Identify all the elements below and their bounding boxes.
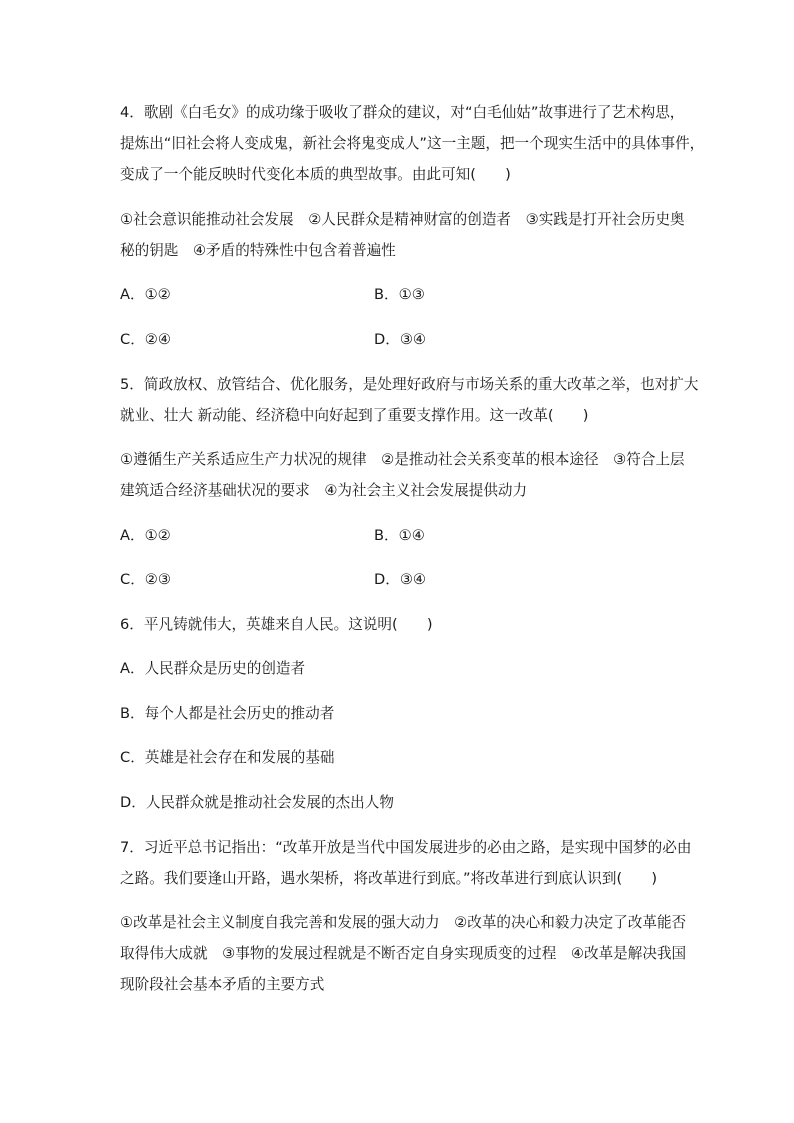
question-7-stem-line-1: 7．习近平总书记指出：“改革开放是当代中国发展进步的必由之路，是实现中国梦的必由 [120,839,692,856]
question-6-option-b[interactable]: B．每个人都是社会历史的推动者 [120,705,335,722]
question-5-stem-line-1: 5．简政放权、放管结合、优化服务，是处理好政府与市场关系的重大改革之举，也对扩大 [120,376,699,393]
question-6-option-d[interactable]: D．人民群众就是推动社会发展的杰出人物 [120,794,394,811]
question-4-statement-line-2: 秘的钥匙 ④矛盾的特殊性中包含着普遍性 [120,242,396,259]
question-7-statement-line-2: 取得伟大成就 ③事物的发展过程就是不断否定自身实现质变的过程 ④改革是解决我国 [120,945,687,962]
question-5-statement-line-2: 建筑适合经济基础状况的要求 ④为社会主义社会发展提供动力 [120,482,528,499]
question-4-option-d[interactable]: D．③④ [374,331,426,348]
question-6-stem-line-1: 6．平凡铸就伟大，英雄来自人民。这说明( ) [120,616,433,633]
question-4-option-a[interactable]: A．①② [120,286,171,303]
question-4-stem-line-2: 提炼出“旧社会将人变成鬼，新社会将鬼变成人”这一主题，把一个现实生活中的具体事件， [120,135,705,152]
question-7-stem-line-2: 之路。我们要逢山开路，遇水架桥，将改革进行到底。”将改革进行到底认识到( ) [120,870,658,887]
question-4-option-b[interactable]: B．①③ [374,286,425,303]
question-4-option-c[interactable]: C．②④ [120,331,171,348]
question-5-option-b[interactable]: B．①④ [374,527,425,544]
question-7-statement-line-3: 现阶段社会基本矛盾的主要方式 [120,976,325,993]
question-5-stem-line-2: 就业、壮大 新动能、经济稳中向好起到了重要支撑作用。这一改革( ) [120,407,589,424]
question-4-stem-line-1: 4．歌剧《白毛女》的成功缘于吸收了群众的建议，对“白毛仙姑”故事进行了艺术构思， [120,104,685,121]
question-4-statement-line-1: ①社会意识能推动社会发展 ②人民群众是精神财富的创造者 ③实践是打开社会历史奥 [120,211,685,228]
question-4-stem-line-3: 变成了一个能反映时代变化本质的典型故事。由此可知( ) [120,166,511,183]
question-6-option-a[interactable]: A．人民群众是历史的创造者 [120,660,306,677]
question-5-option-d[interactable]: D．③④ [374,571,426,588]
question-5-option-a[interactable]: A．①② [120,527,171,544]
question-7-statement-line-1: ①改革是社会主义制度自我完善和发展的强大动力 ②改革的决心和毅力决定了改革能否 [120,914,687,931]
question-6-option-c[interactable]: C．英雄是社会存在和发展的基础 [120,749,335,766]
question-5-statement-line-1: ①遵循生产关系适应生产力状况的规律 ②是推动社会关系变革的根本途径 ③符合上层 [120,451,685,468]
question-5-option-c[interactable]: C．②③ [120,571,171,588]
